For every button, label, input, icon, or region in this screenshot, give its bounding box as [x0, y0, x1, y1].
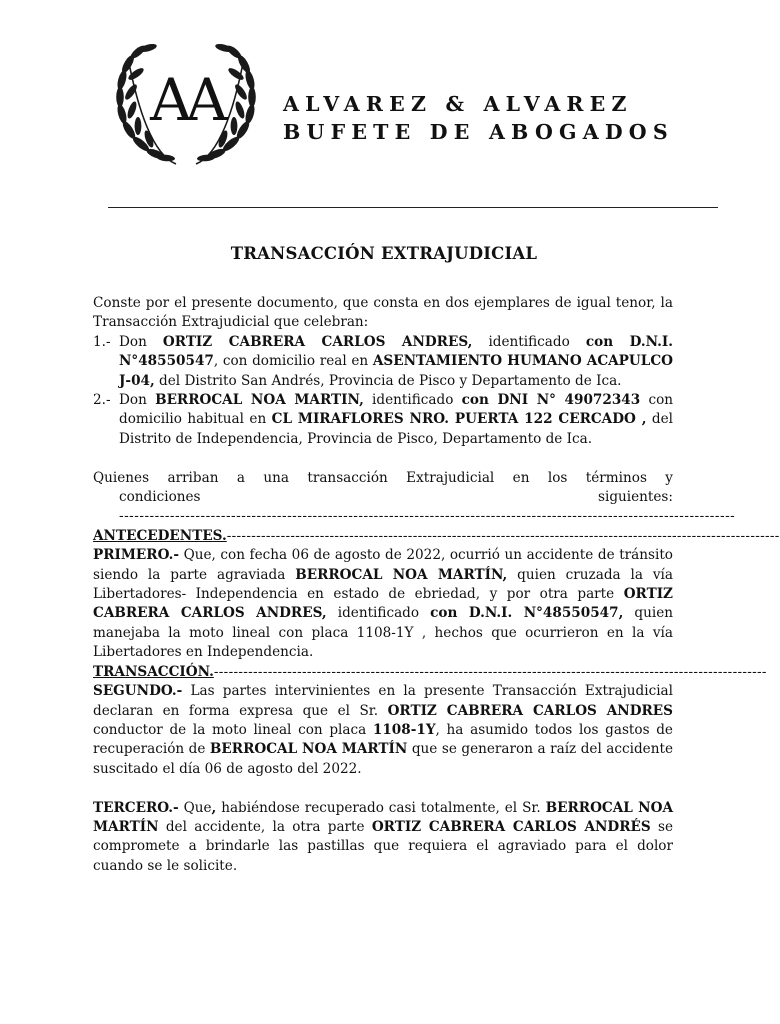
terms-line-2: condiciones siguientes: — [119, 489, 673, 506]
party-1-address: ASENTAMIENTO HUMANO ACAPULCO J-04, — [119, 353, 673, 389]
document-body — [93, 294, 780, 876]
party-1-id: con D.N.I. N°48550547 — [119, 333, 673, 370]
transaccion-heading: TRANSACCIÓN.----------------------------------------------------------------------------------------------------------------- — [93, 663, 767, 680]
firm-name — [283, 90, 674, 146]
terms-line-1: Quienes arriban a una transacción Extrajudicial en los términos y — [93, 469, 673, 486]
primero-label: PRIMERO.- — [93, 547, 180, 564]
antecedentes-heading: ANTECEDENTES.----------------------------------------------------------------------------------------------------------------- — [93, 527, 780, 544]
party-2-address: CL MIRAFLORES NRO. PUERTA 122 CERCADO , — [271, 411, 647, 428]
firm-name-line2: BUFETE DE ABOGADOS — [283, 120, 674, 144]
firm-logo — [108, 28, 264, 170]
clause-primero: PRIMERO.- Que, con fecha 06 de agosto de 2022, ocurrió un accidente de tránsito siendo la parte agraviada BERROCAL NOA MARTÍN, quien cruzada la vía Libertadores- Independencia en estado de ebriedad, y por otra parte ORTIZ CABRERA CARLOS ANDRES, identificado con D.N.I. N°48550547, quien manejaba la moto lineal con placa 1108-1Y , hechos que ocurrieron en la vía Libertadores en Independencia. — [93, 547, 673, 661]
header-divider — [108, 207, 718, 208]
party-2-id: con DNI N° 49072343 — [461, 392, 641, 409]
party-1-name: ORTIZ CABRERA CARLOS ANDRES, — [162, 333, 473, 350]
logo-monogram: AA — [150, 66, 222, 134]
document-title: TRANSACCIÓN EXTRAJUDICIAL — [230, 244, 538, 263]
firm-name-line1: ALVAREZ & ALVAREZ — [283, 92, 633, 116]
separator-dashes: ------------------------------------------------------------------------------------------------------------------------- — [119, 508, 736, 525]
tercero-label: TERCERO.- — [93, 799, 179, 816]
intro-paragraph: Conste por el presente documento, que consta en dos ejemplares de igual tenor, la Transacción Extrajudicial que celebran: — [93, 295, 673, 331]
party-1: 1.- Don ORTIZ CABRERA CARLOS ANDRES, identificado con D.N.I. N°48550547, con domicilio real en ASENTAMIENTO HUMANO ACAPULCO J-04, del Distrito San Andrés, Provincia de Pisco y Departamento de Ica. — [93, 333, 673, 391]
clause-segundo: SEGUNDO.- Las partes intervinientes en la presente Transacción Extrajudicial declaran en forma expresa que el Sr. ORTIZ CABRERA CARLOS ANDRES conductor de la moto lineal con placa 1108-1Y, ha asumido todos los gastos de recuperación de BERROCAL NOA MARTÍN que se generaron a raíz del accidente suscitado el día 06 de agosto del 2022. — [93, 683, 673, 777]
clause-tercero: TERCERO.- Que, habiéndose recuperado casi totalmente, el Sr. BERROCAL NOA MARTÍN del accidente, la otra parte ORTIZ CABRERA CARLOS ANDRÉS se compromete a brindarle las pastillas que requiera el agraviado para el dolor cuando se le solicite. — [93, 799, 673, 874]
segundo-label: SEGUNDO.- — [93, 683, 183, 700]
party-2: 2.- Don BERROCAL NOA MARTIN, identificado con DNI N° 49072343 con domicilio habitual en CL MIRAFLORES NRO. PUERTA 122 CERCADO , del Distrito de Independencia, Provincia de Pisco, Departamento de Ica. — [93, 391, 673, 449]
party-2-name: BERROCAL NOA MARTIN, — [155, 392, 364, 409]
party-1-number: 1.- — [93, 333, 111, 350]
party-2-number: 2.- — [93, 392, 111, 409]
